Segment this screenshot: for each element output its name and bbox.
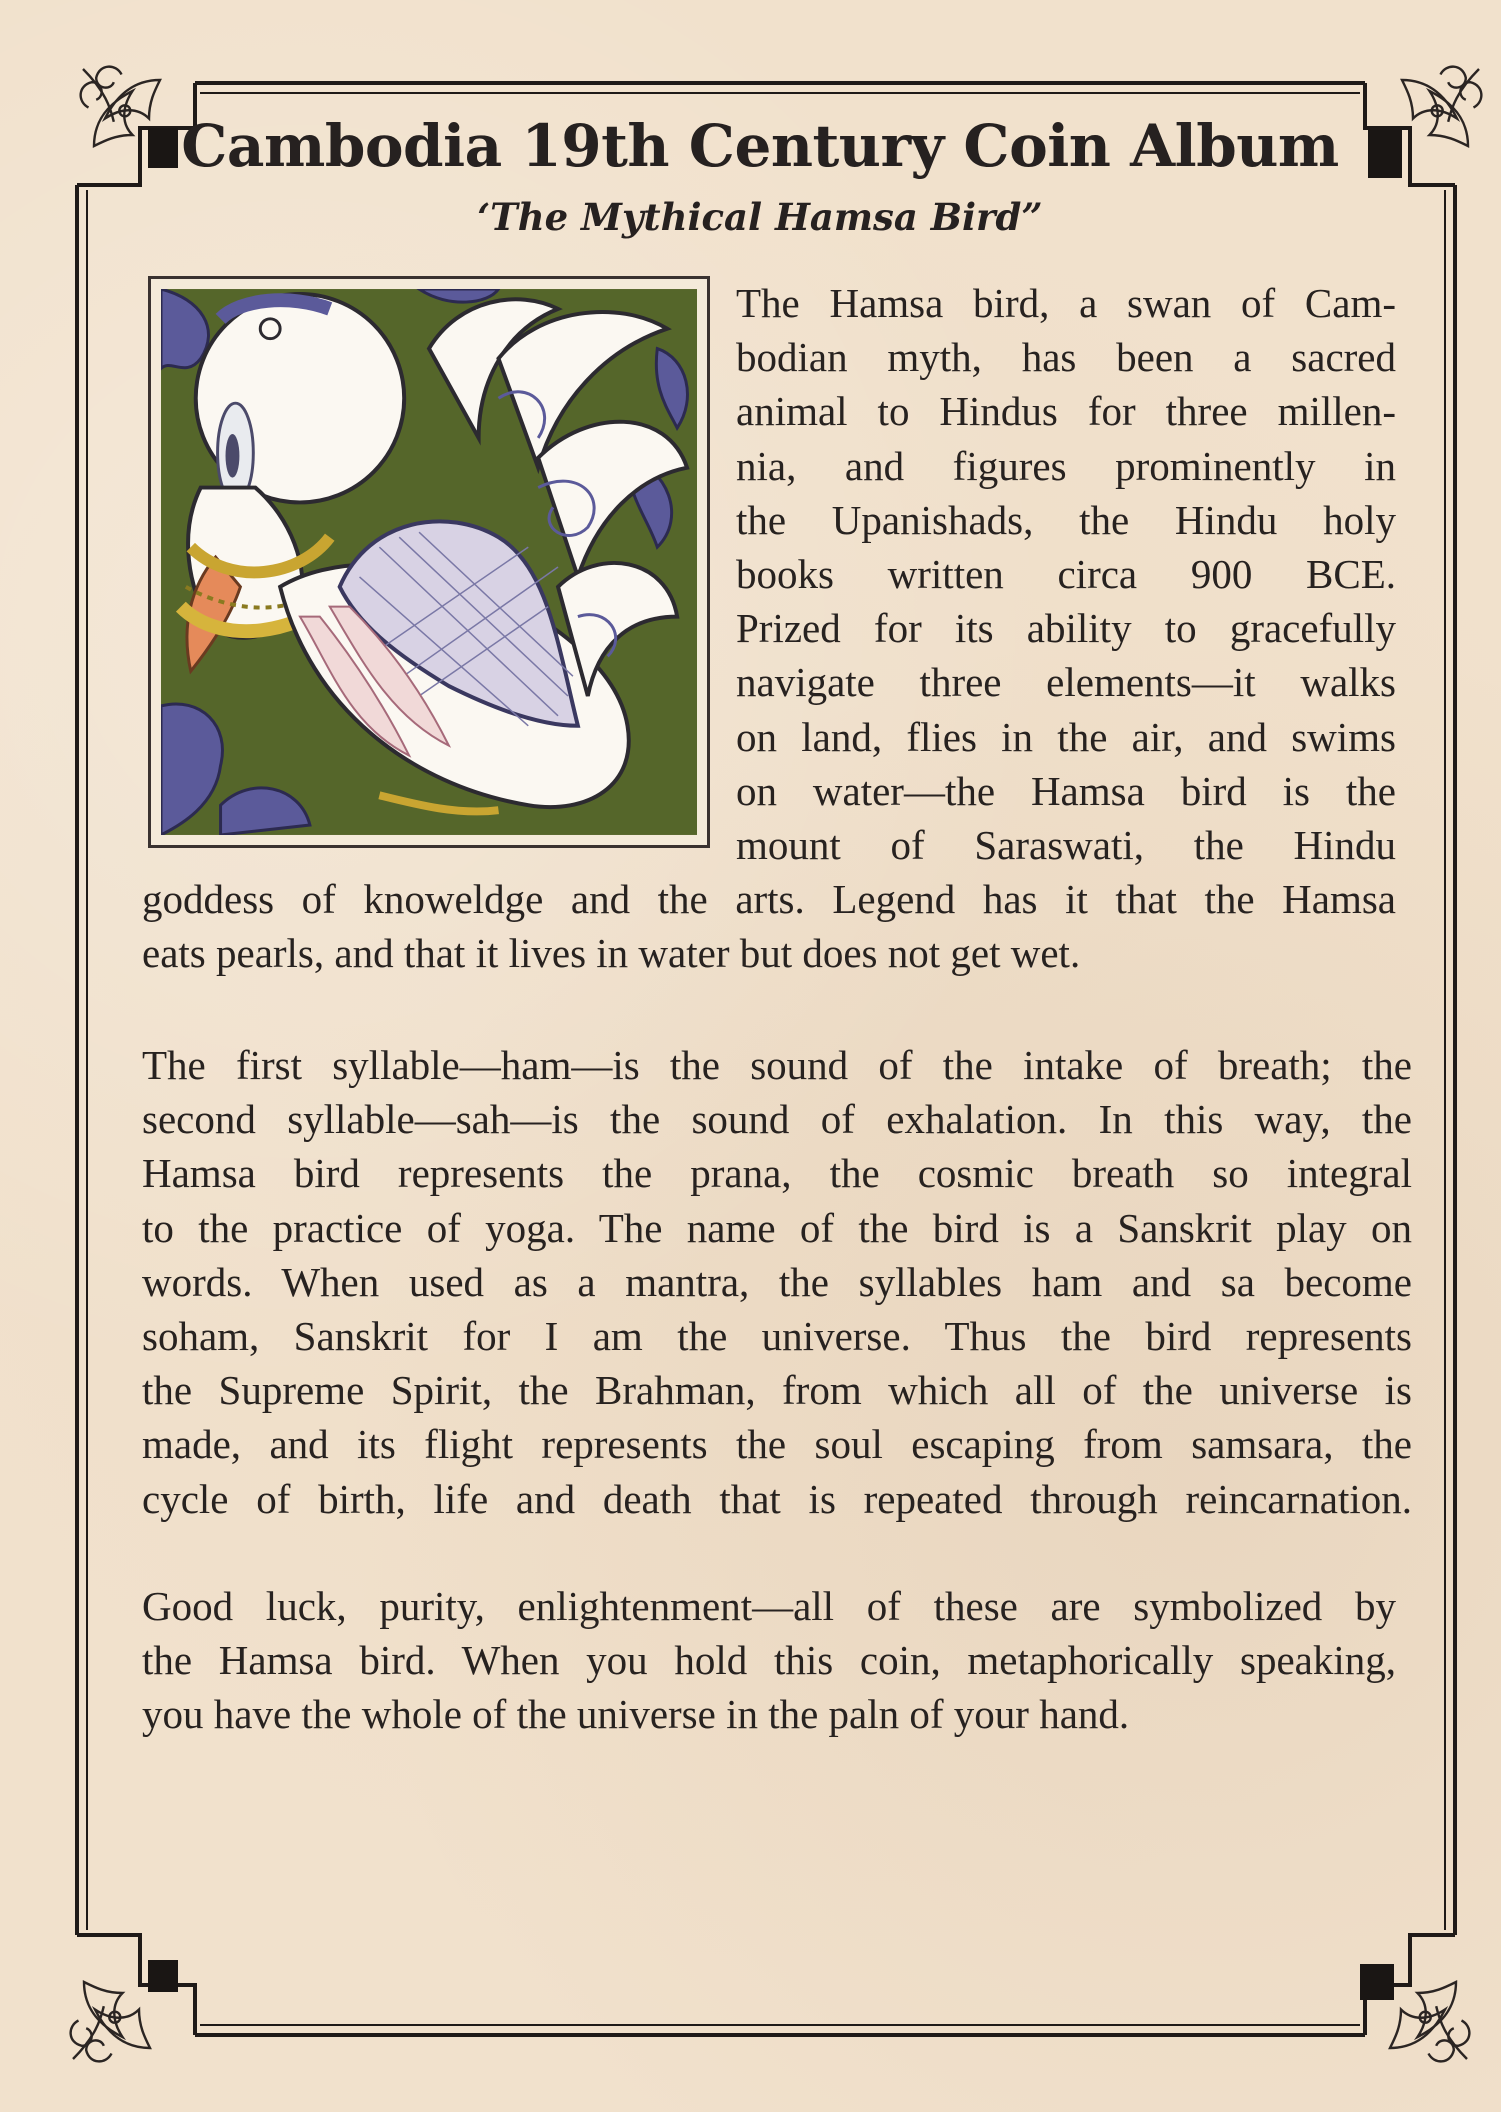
text-line: Good luck, purity, enlightenment—all of these are symbolized by [142, 1583, 1396, 1629]
fleur-de-lis-corner-icon [62, 1960, 172, 2070]
text-line: made, and its flight represents the soul escaping from samsara, the [142, 1421, 1412, 1468]
text-line: books written circa 900 BCE. [736, 550, 1396, 597]
text-line: to the practice of yoga. The name of the bird is a Sanskrit play on [142, 1204, 1412, 1251]
paragraph-1-intro [736, 276, 1396, 872]
text-line: the Hamsa bird. When you hold this coin, metaphorically speaking, [142, 1637, 1396, 1684]
text-line: goddess of knoweldge and the arts. Legend has it that the Hamsa [142, 876, 1396, 922]
text-line: words. When used as a mantra, the syllables ham and sa become [142, 1258, 1412, 1305]
text-line: the Upanishads, the Hindu holy [736, 496, 1396, 543]
hamsa-bird-illustration [148, 276, 710, 848]
text-line: on land, flies in the air, and swims [736, 713, 1396, 760]
text-line: cycle of birth, life and death that is repeated through reincarnation. [142, 1475, 1412, 1522]
text-line: bodian myth, has been a sacred [736, 334, 1396, 381]
text-line: nia, and figures prominently in [736, 442, 1396, 489]
page-subtitle: ‘The Mythical Hamsa Bird” [477, 195, 1043, 239]
text-line: eats pearls, and that it lives in water but does not get wet. [142, 930, 1081, 977]
paragraph-3 [142, 1579, 1396, 1742]
text-line: navigate three elements—it walks [736, 659, 1396, 706]
text-line: soham, Sanskrit for I am the universe. Thus the bird represents [142, 1312, 1412, 1359]
text-line: The Hamsa bird, a swan of Cam- [736, 280, 1396, 326]
fleur-de-lis-corner-icon [72, 58, 182, 168]
text-line: mount of Saraswati, the Hindu [736, 821, 1396, 868]
text-line: on water—the Hamsa bird is the [736, 767, 1396, 814]
hamsa-bird-icon [161, 289, 697, 835]
paragraph-2 [142, 1038, 1412, 1526]
text-line: The first syllable—ham—is the sound of the intake of breath; the [142, 1042, 1412, 1088]
fleur-de-lis-corner-icon [1380, 58, 1490, 168]
text-line: second syllable—sah—is the sound of exhalation. In this way, the [142, 1096, 1412, 1143]
text-line: Hamsa bird represents the prana, the cosmic breath so integral [142, 1150, 1412, 1197]
text-line: the Supreme Spirit, the Brahman, from which all of the universe is [142, 1367, 1412, 1414]
text-line: you have the whole of the universe in the paln of your hand. [142, 1691, 1130, 1738]
text-line: animal to Hindus for three millen- [736, 388, 1396, 435]
paragraph-1-continued [142, 872, 1396, 980]
text-line: Prized for its ability to gracefully [736, 605, 1396, 652]
fleur-de-lis-corner-icon [1368, 1960, 1478, 2070]
page-title: Cambodia 19th Century Coin Album [181, 112, 1339, 180]
